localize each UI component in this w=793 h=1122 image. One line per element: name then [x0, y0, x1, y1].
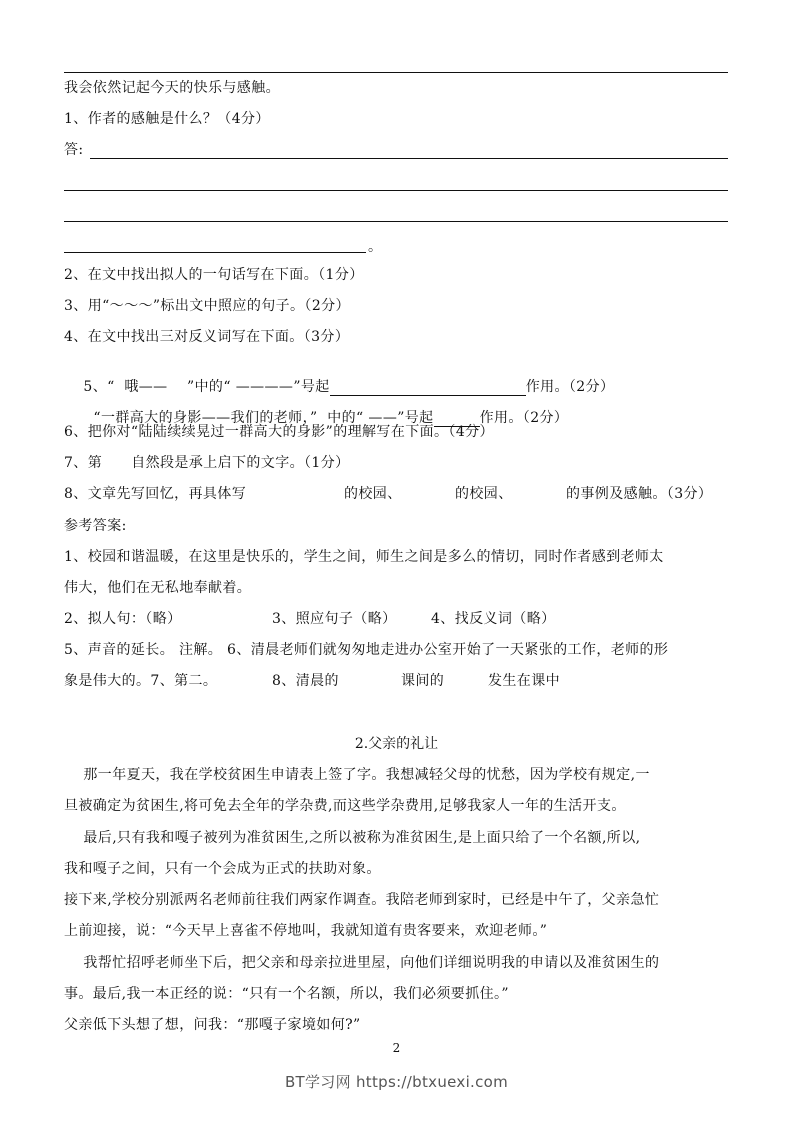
passage-p4-line-2: 事。最后,我一本正经的说：“只有一个名额，所以，我们必须要抓住。” [64, 986, 509, 1002]
question-7: 7、第 自然段是承上启下的文字。（1分） [64, 455, 350, 471]
passage-p2-line-1: 最后,只有我和嘎子被列为准贫困生,之所以被称为准贫困生,是上面只给了一个名额,所以, [64, 830, 641, 846]
passage-p4-line-1: 我帮忙招呼老师坐下后，把父亲和母亲拉进里屋，向他们详细说明我的申请以及准贫困生的 [64, 955, 660, 971]
answer-4: 4、找反义词（略） [431, 611, 556, 627]
answer-end-mark: 。 [368, 239, 383, 255]
answer-3: 3、照应句子（略） [272, 611, 397, 627]
answer-8-part-a: 8、清晨的 [272, 673, 339, 689]
answer-label: 答: [64, 142, 84, 158]
answer-1-line-1: 1、校园和谐温暖，在这里是快乐的，学生之间，师生之间是多么的情切，同时作者感到老师太 [64, 549, 664, 565]
answer-key-heading: 参考答案: [64, 518, 127, 534]
answer-blank-line-2[interactable] [64, 190, 728, 191]
question-1: 1、作者的感触是什么？（4分） [64, 111, 270, 127]
answer-1-line-2: 伟大，他们在无私地奉献着。 [64, 580, 252, 596]
answer-2: 2、拟人句：（略） [64, 611, 182, 627]
answer-5-6-line-1: 5、声音的延长。 注解。 6、清晨老师们就匆匆地走进办公室开始了一天紧张的工作，老师的形 [64, 642, 669, 658]
answer-6-7-line-2: 象是伟大的。7、第二。 [64, 673, 218, 689]
answer-8-part-c: 发生在课中 [488, 673, 560, 689]
passage-p3-line-1: 接下来,学校分别派两名老师前往我们两家作调查。我陪老师到家时，已经是中午了，父亲急忙 [64, 892, 660, 908]
answer-blank-line-4[interactable] [64, 252, 366, 253]
question-8-part-c: 的校园、 [455, 486, 513, 502]
passage-title: 2.父亲的礼让 [354, 736, 439, 752]
question-5b-suffix: 作用。（2分） [479, 410, 569, 426]
answer-8-part-b: 课间的 [401, 673, 445, 689]
question-8-part-b: 的校园、 [344, 486, 402, 502]
page-number: 2 [392, 1041, 401, 1055]
continuation-text: 我会依然记起今天的快乐与感触。 [64, 80, 280, 96]
question-3: 3、用“～～～”标出文中照应的句子。（2分） [64, 298, 350, 314]
passage-p5-line-1: 父亲低下头想了想，问我：“那嘎子家境如何?” [64, 1017, 361, 1033]
question-4: 4、在文中找出三对反义词写在下面。（3分） [64, 329, 350, 345]
question-8-part-a: 8、文章先写回忆，再具体写 [64, 486, 247, 502]
question-8-part-d: 的事例及感触。（3分） [566, 486, 713, 502]
passage-p2-line-2: 我和嘎子之间，只有一个会成为正式的扶助对象。 [64, 861, 381, 877]
question-6: 6、把你对“陆陆续续晃过一群高大的身影”的理解写在下面。（4分） [64, 424, 494, 440]
question-5a-prefix: 5、“ 哦—— ”中的“ ————”号起 [83, 379, 330, 395]
question-5b-prefix: “一群高大的身影——我们的老师，” 中的“ ——”号起 [93, 410, 434, 426]
footer-watermark: BT学习网 https://btxuexi.com [284, 1073, 509, 1091]
passage-p1-line-2: 旦被确定为贫困生,将可免去全年的学杂费,而这些学杂费用,足够我家人一年的生活开支。 [64, 798, 626, 814]
question-5a-suffix: 作用。（2分） [525, 379, 615, 395]
passage-p3-line-2: 上前迎接，说：“今天早上喜雀不停地叫，我就知道有贵客要来，欢迎老师。” [64, 923, 548, 939]
question-2: 2、在文中找出拟人的一句话写在下面。（1分） [64, 267, 364, 283]
answer-line-top [64, 72, 728, 73]
answer-blank-line-1[interactable] [90, 158, 728, 159]
passage-p1-line-1: 那一年夏天，我在学校贫困生申请表上签了字。我想减轻父母的忧愁，因为学校有规定,一 [64, 767, 650, 783]
answer-blank-line-3[interactable] [64, 221, 728, 222]
